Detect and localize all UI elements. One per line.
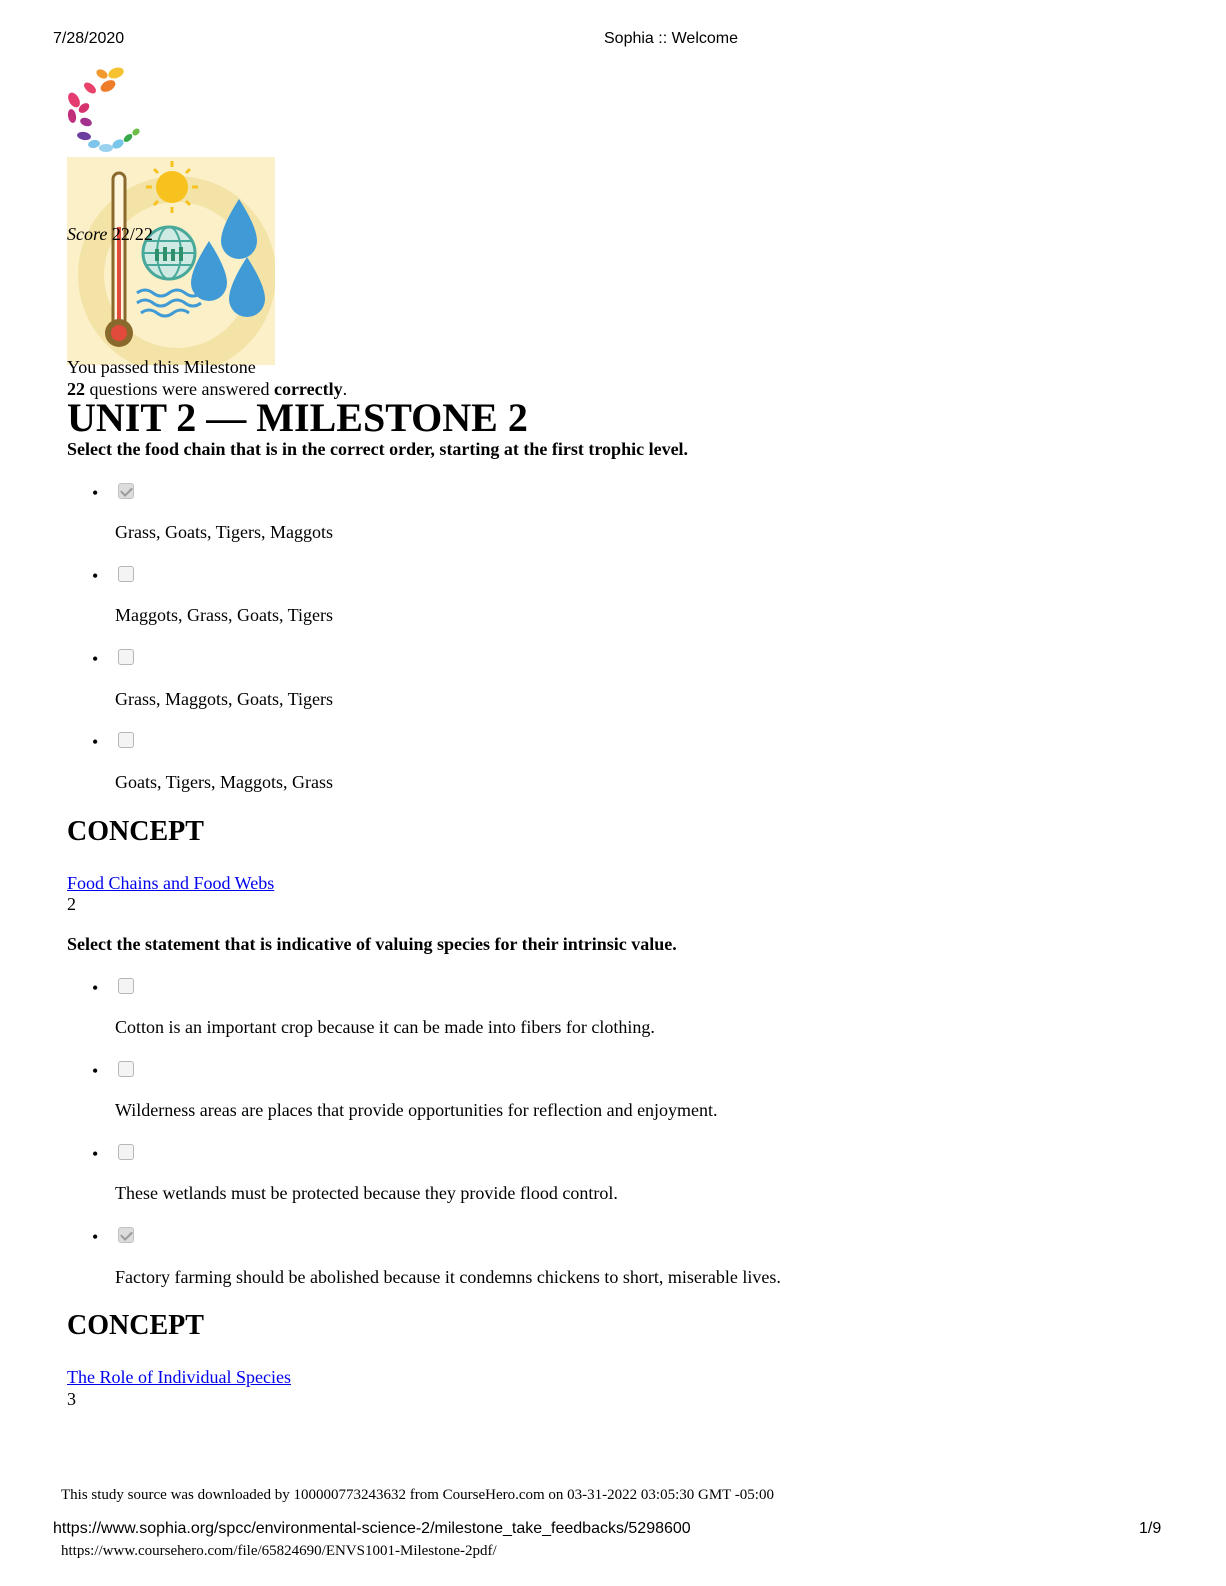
question-text: Select the statement that is indicative of valuing species for their intrinsic value. [67, 934, 677, 954]
concept-link[interactable]: The Role of Individual Species [67, 1367, 291, 1387]
concept-link[interactable]: Food Chains and Food Webs [67, 873, 275, 893]
page-url: https://www.sophia.org/spcc/environmental-science-2/milestone_take_feedbacks/5298600 [53, 1520, 691, 1537]
sophia-logo-icon [62, 64, 146, 158]
bullet-icon: • [92, 566, 99, 586]
answer-option: Cotton is an important crop because it can be made into fibers for clothing. [115, 1017, 655, 1037]
answer-option: Goats, Tigers, Maggots, Grass [115, 772, 334, 792]
bullet-icon: • [92, 732, 99, 752]
answer-checkbox[interactable] [118, 1061, 134, 1077]
score-value: 22/22 [111, 224, 153, 244]
answer-option: Grass, Maggots, Goats, Tigers [115, 689, 334, 709]
print-date: 7/28/2020 [53, 30, 125, 47]
question-number: 2 [67, 894, 76, 914]
answer-checkbox[interactable] [118, 978, 134, 994]
answered-period: . [342, 379, 348, 399]
concept-heading: CONCEPT [67, 1310, 204, 1341]
answer-checkbox[interactable] [118, 1227, 134, 1243]
answer-option: Maggots, Grass, Goats, Tigers [115, 605, 334, 625]
answer-option: These wetlands must be protected because they provide flood control. [115, 1183, 618, 1203]
answer-option: Factory farming should be abolished because it condemns chickens to short, miserable lives. [115, 1267, 781, 1287]
answer-checkbox[interactable] [118, 566, 134, 582]
answer-checkbox[interactable] [118, 649, 134, 665]
concept-heading: CONCEPT [67, 816, 204, 847]
question-text: Select the food chain that is in the correct order, starting at the first trophic level. [67, 439, 689, 459]
score-line [67, 224, 153, 245]
bullet-icon: • [92, 1227, 99, 1247]
answer-option: Grass, Goats, Tigers, Maggots [115, 522, 334, 542]
answer-option: Wilderness areas are places that provide opportunities for reflection and enjoyment. [115, 1100, 718, 1120]
question-number: 3 [67, 1389, 76, 1409]
download-source-note: This study source was downloaded by 100000773243632 from CourseHero.com on 03-31-2022 03:05:30 GMT -05:00 [61, 1487, 774, 1503]
correctly-text: correctly [273, 379, 343, 399]
score-label: Score [67, 224, 108, 244]
answer-checkbox[interactable] [118, 483, 134, 499]
answer-checkbox[interactable] [118, 1144, 134, 1160]
milestone-title: UNIT 2 — MILESTONE 2 [67, 395, 528, 440]
page-title: Sophia :: Welcome [604, 30, 738, 47]
bullet-icon: • [92, 1061, 99, 1081]
passed-message: You passed this Milestone [67, 357, 256, 377]
bullet-icon: • [92, 483, 99, 503]
bullet-icon: • [92, 978, 99, 998]
environment-illustration-icon [67, 157, 275, 365]
answer-checkbox[interactable] [118, 732, 134, 748]
result-summary [67, 356, 347, 400]
answered-text: questions were answered [85, 379, 274, 399]
bullet-icon: • [92, 649, 99, 669]
coursehero-url: https://www.coursehero.com/file/65824690/ENVS1001-Milestone-2pdf/ [61, 1543, 497, 1559]
bullet-icon: • [92, 1144, 99, 1164]
correct-count: 22 [67, 379, 85, 399]
page-number: 1/9 [1139, 1520, 1162, 1537]
